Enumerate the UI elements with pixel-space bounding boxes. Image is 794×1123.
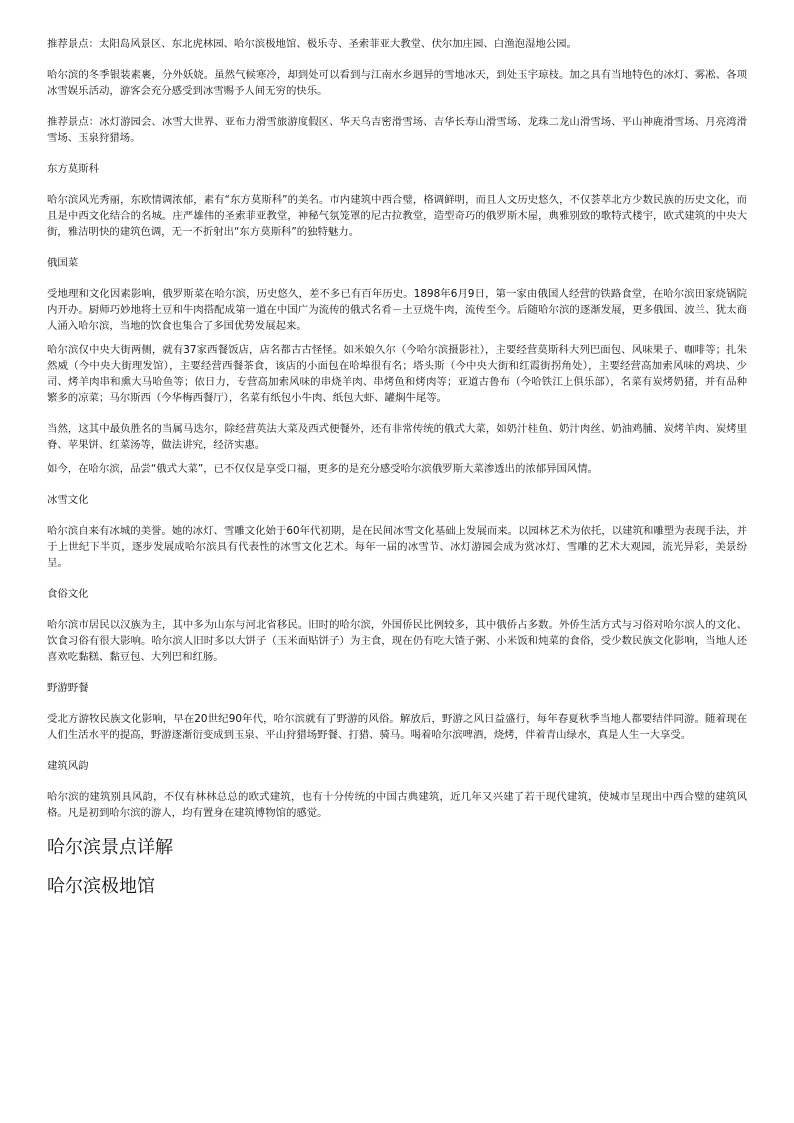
section-heading-eastern-moscow: 东方莫斯科 — [47, 163, 99, 175]
ice-snow-culture-paragraph: 哈尔滨自来有冰城的美誉。她的冰灯、雪雕文化始于60年代初期，是在民间冰雪文化基础上发展而来。以园林艺术为依托，以建筑和雕塑为表现手法，并于上世纪下半页，逐步发展成哈尔滨具有代表性的冰雪文化艺术。每年一届的冰雪节、冰灯游园会成为赏冰灯、雪雕的艺术大观园，流光异彩，美景纷呈。 — [47, 525, 747, 569]
section-heading-ice-snow-culture: 冰雪文化 — [47, 494, 89, 506]
eastern-moscow-paragraph: 哈尔滨风光秀丽，东欧情调浓郁，素有“东方莫斯科”的美名。市内建筑中西合璧，格调鲜明，而且人文历史悠久，不仅荟萃北方少数民族的历史文化，而且是中西文化结合的名城。庄严雄伟的圣索菲亚教堂，神秘气氛笼罩的尼古拉教堂，造型奇巧的俄罗斯木屋，典雅别致的歌特式楼宇，欧式建筑的中央大街，雅洁明快的建筑色调，无一不折射出“东方莫斯科”的独特魅力。 — [47, 194, 747, 238]
heading-attractions-detail: 哈尔滨景点详解 — [47, 837, 173, 858]
picnic-paragraph: 受北方游牧民族文化影响，早在20世纪90年代，哈尔滨就有了野游的风俗。解放后，野游之风日益盛行，每年春夏秋季当地人都要结伴同游。随着现在人们生活水平的提高，野游逐渐衍变成到玉泉、平山狩猎场野餐、打猎、骑马。喝着哈尔滨啤酒，烧烤，伴着青山绿水，真是人生一大享受。 — [47, 713, 747, 741]
food-customs-paragraph: 哈尔滨市居民以汉族为主，其中多为山东与河北省移民。旧时的哈尔滨，外国侨民比例较多，其中俄侨占多数。外侨生活方式与习俗对哈尔滨人的文化、饮食习俗有很大影响。哈尔滨人旧时多以大饼子（玉米面贴饼子）为主食，现在仍有吃大馇子粥、小米饭和炖菜的食俗，受少数民族文化影响，当地人还喜欢吃黏糕、黏豆包、大列巴和红肠。 — [47, 619, 747, 663]
russian-cuisine-history-paragraph: 受地理和文化因素影响，俄罗斯菜在哈尔滨，历史悠久，差不多已有百年历史。1898年6月9日，第一家由俄国人经营的铁路食堂，在哈尔滨田家烧锅院内开办。厨师巧妙地将土豆和牛肉搭配成第一道在中国广为流传的俄式名肴－土豆烧牛肉，流传至今。后随哈尔滨的逐渐发展，更多俄国、波兰、犹太商人涌入哈尔滨，当地的饮食也集合了多国优势发展起来。 — [47, 288, 747, 332]
architecture-paragraph: 哈尔滨的建筑别具风韵，不仅有林林总总的欧式建筑，也有十分传统的中国古典建筑，近几年又兴建了若干现代建筑，使城市呈现出中西合璧的建筑风格。凡是初到哈尔滨的游人，均有置身在建筑博物馆的感觉。 — [47, 791, 747, 819]
section-heading-picnic: 野游野餐 — [47, 682, 89, 694]
winter-intro-paragraph: 哈尔滨的冬季银装素裹，分外妖娆。虽然气候寒冷，却到处可以看到与江南水乡迥异的雪地冰天，到处玉宇琼枝。加之具有当地特色的冰灯、雾凇、各项冰雪娱乐活动，游客会充分感受到冰雪赐予人间无穷的快乐。 — [47, 69, 747, 97]
section-heading-architecture: 建筑风韵 — [47, 760, 89, 772]
russian-cuisine-today-paragraph: 如今，在哈尔滨，品尝“俄式大菜”，已不仅仅是享受口福，更多的是充分感受哈尔滨俄罗斯大菜渗透出的浓郁异国风情。 — [47, 463, 599, 475]
recommended-spots-summer: 推荐景点：太阳岛风景区、东北虎林园、哈尔滨极地馆、极乐寺、圣索菲亚大教堂、伏尔加庄园、白渔泡湿地公园。 — [47, 38, 577, 50]
recommended-spots-winter: 推荐景点：冰灯游园会、冰雪大世界、亚布力滑雪旅游度假区、华天乌吉密滑雪场、吉华长寿山滑雪场、龙珠二龙山滑雪场、平山神鹿滑雪场、月亮湾滑雪场、玉泉狩猎场。 — [47, 116, 747, 144]
heading-polar-aquarium: 哈尔滨极地馆 — [47, 876, 155, 897]
central-street-restaurants-paragraph: 哈尔滨仅中央大街两侧，就有37家西餐饭店，店名都古古怪怪。如米娘久尔（今哈尔滨摄影社），主要经营莫斯科大列巴面包、风味果子、咖啡等；扎朱然威（今中央大街理发馆），主要经营西餐茶食，该店的小面包在哈埠很有名；塔头斯（今中央大街和红霞街拐角处），主要经营高加索风味的鸡块、少司、烤羊肉串和熏大马哈鱼等；依日力，专营高加索风味的串烧羊肉、串烤鱼和烤肉等；亚道古鲁布（今哈铁江上俱乐部），名菜有炭烤奶猪，并有品种繁多的凉菜；马尔斯西（今华梅西餐厅），名菜有纸包小牛肉、纸包大虾、罐焖牛尾等。 — [47, 344, 747, 404]
modern-hotel-paragraph: 当然，这其中最负胜名的当属马迭尔，除经营英法大菜及西式便餐外，还有非常传统的俄式大菜，如奶汁桂鱼、奶汁肉丝、奶油鸡脯、炭烤羊肉、炭烤里脊、苹果饼、红菜汤等，做法讲究，经济实惠。 — [47, 423, 747, 451]
section-heading-russian-cuisine: 俄国菜 — [47, 257, 79, 269]
section-heading-food-customs: 食俗文化 — [47, 588, 89, 600]
document-page — [47, 36, 747, 899]
